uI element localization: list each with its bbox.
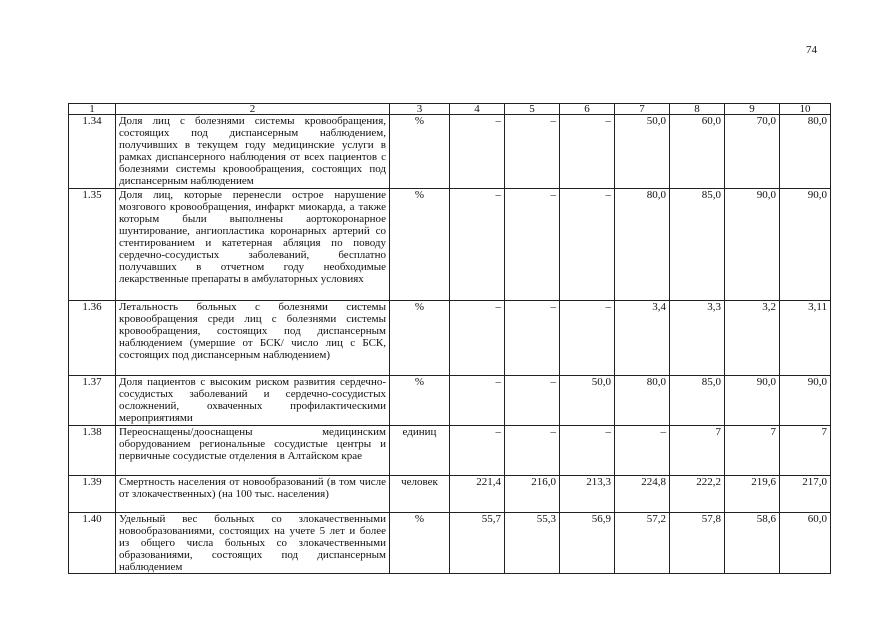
table-row	[69, 476, 831, 513]
row-value: 70,0	[725, 115, 780, 189]
row-value: 222,2	[670, 476, 725, 513]
table-row	[69, 189, 831, 301]
row-value: 213,3	[560, 476, 615, 513]
table-row	[69, 376, 831, 426]
row-number: 1.38	[69, 426, 116, 476]
column-header: 7	[615, 104, 670, 115]
row-value: 80,0	[615, 189, 670, 301]
row-unit: %	[390, 513, 450, 574]
row-value: 219,6	[725, 476, 780, 513]
row-value: 60,0	[670, 115, 725, 189]
column-header: 6	[560, 104, 615, 115]
page-number: 74	[806, 44, 817, 56]
row-unit: %	[390, 189, 450, 301]
row-unit: человек	[390, 476, 450, 513]
row-description: Переоснащены/дооснащены медицинским оборудованием региональные сосудистые центры и первичные сосудистые отделения в Алтайском крае	[116, 426, 390, 476]
row-unit: %	[390, 301, 450, 376]
row-value: 3,2	[725, 301, 780, 376]
row-value: 85,0	[670, 376, 725, 426]
indicators-table	[68, 103, 831, 574]
row-value: –	[450, 115, 505, 189]
row-value: –	[450, 189, 505, 301]
column-header: 5	[505, 104, 560, 115]
row-number: 1.39	[69, 476, 116, 513]
row-value: 90,0	[780, 376, 831, 426]
row-value: 80,0	[780, 115, 831, 189]
row-value: 216,0	[505, 476, 560, 513]
row-value: 57,8	[670, 513, 725, 574]
row-value: 3,3	[670, 301, 725, 376]
row-value: 55,7	[450, 513, 505, 574]
row-value: 50,0	[560, 376, 615, 426]
row-description: Доля лиц, которые перенесли острое нарушение мозгового кровообращения, инфаркт миокарда, а также которым были выполнены аортокоронарное шунтирование, ангиопластика коронарных артерий со стентированием и катетерная абляция по поводу сердечно-сосудистых заболеваний, бесплатно получавших в отчетном году необходимые лекарственные препараты в амбулаторных условиях	[116, 189, 390, 301]
row-value: 7	[780, 426, 831, 476]
row-value: –	[505, 376, 560, 426]
row-value: –	[560, 301, 615, 376]
table-row	[69, 301, 831, 376]
row-value: 3,11	[780, 301, 831, 376]
row-value: 60,0	[780, 513, 831, 574]
row-value: 3,4	[615, 301, 670, 376]
row-description: Доля лиц с болезнями системы кровообращения, состоящих под диспансерным наблюдением, получивших в текущем году медицинские услуги в рамках диспансерного наблюдения от всех пациентов с болезнями системы кровообращения, состоящих под диспансерным наблюдением	[116, 115, 390, 189]
row-value: –	[505, 115, 560, 189]
row-value: 80,0	[615, 376, 670, 426]
table-header-row	[69, 104, 831, 115]
row-value: 7	[725, 426, 780, 476]
row-unit: %	[390, 376, 450, 426]
column-header: 9	[725, 104, 780, 115]
row-value: 90,0	[725, 376, 780, 426]
row-value: 221,4	[450, 476, 505, 513]
column-header: 3	[390, 104, 450, 115]
row-description: Удельный вес больных со злокачественными новообразованиями, состоящих на учете 5 лет и более из общего числа больных со злокачественными образованиями, состоящих под диспансерным наблюдением	[116, 513, 390, 574]
row-value: 58,6	[725, 513, 780, 574]
row-value: 90,0	[780, 189, 831, 301]
table-row	[69, 426, 831, 476]
row-value: –	[560, 189, 615, 301]
row-value: –	[615, 426, 670, 476]
row-value: –	[505, 426, 560, 476]
row-value: 57,2	[615, 513, 670, 574]
column-header: 1	[69, 104, 116, 115]
row-description: Доля пациентов с высоким риском развития сердечно-сосудистых заболеваний и сердечно-сосудистых осложнений, охваченных профилактическими мероприятиями	[116, 376, 390, 426]
column-header: 8	[670, 104, 725, 115]
table-row	[69, 513, 831, 574]
row-value: –	[450, 426, 505, 476]
row-value: 50,0	[615, 115, 670, 189]
row-value: 7	[670, 426, 725, 476]
row-value: 217,0	[780, 476, 831, 513]
row-value: 85,0	[670, 189, 725, 301]
table-row	[69, 115, 831, 189]
row-description: Смертность населения от новообразований (в том числе от злокачественных) (на 100 тыс. населения)	[116, 476, 390, 513]
row-value: –	[560, 426, 615, 476]
row-value: –	[505, 189, 560, 301]
row-value: –	[450, 376, 505, 426]
row-value: 90,0	[725, 189, 780, 301]
column-header: 2	[116, 104, 390, 115]
row-value: –	[505, 301, 560, 376]
row-unit: %	[390, 115, 450, 189]
row-value: –	[450, 301, 505, 376]
row-value: –	[560, 115, 615, 189]
row-description: Летальность больных с болезнями системы кровообращения среди лиц с болезнями системы кровообращения, состоящих под диспансерным наблюдением (умершие от БСК/ число лиц с БСК, состоящих под диспансерным наблюдением)	[116, 301, 390, 376]
row-number: 1.35	[69, 189, 116, 301]
row-unit: единиц	[390, 426, 450, 476]
row-value: 224,8	[615, 476, 670, 513]
row-number: 1.34	[69, 115, 116, 189]
row-value: 56,9	[560, 513, 615, 574]
column-header: 4	[450, 104, 505, 115]
row-value: 55,3	[505, 513, 560, 574]
column-header: 10	[780, 104, 831, 115]
row-number: 1.36	[69, 301, 116, 376]
row-number: 1.40	[69, 513, 116, 574]
row-number: 1.37	[69, 376, 116, 426]
